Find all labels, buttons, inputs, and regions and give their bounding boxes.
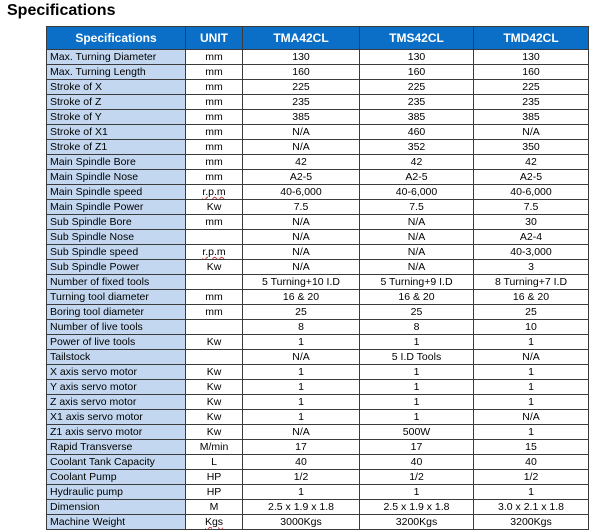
tms42cl-value-cell: 5 Turning+9 I.D <box>360 275 474 290</box>
tma42cl-value-cell: 1 <box>243 485 360 500</box>
spec-name-cell: X1 axis servo motor <box>47 410 186 425</box>
tms42cl-value-cell: 1 <box>360 335 474 350</box>
tma42cl-value-cell: 8 <box>243 320 360 335</box>
tma42cl-value-cell: 1 <box>243 380 360 395</box>
unit-cell: M/min <box>186 440 243 455</box>
table-header-row <box>47 27 589 50</box>
table-row <box>47 335 589 350</box>
tma42cl-value-cell: N/A <box>243 350 360 365</box>
tma42cl-value-cell: 2.5 x 1.9 x 1.8 <box>243 500 360 515</box>
spec-name-cell: Stroke of Z <box>47 95 186 110</box>
tmd42cl-value-cell: 25 <box>474 305 589 320</box>
spec-name-cell: Machine Weight <box>47 515 186 530</box>
tmd42cl-value-cell: 15 <box>474 440 589 455</box>
tma42cl-value-cell: N/A <box>243 230 360 245</box>
table-row <box>47 320 589 335</box>
unit-cell: Kw <box>186 335 243 350</box>
spec-name-cell: Boring tool diameter <box>47 305 186 320</box>
tma42cl-value-cell: 1/2 <box>243 470 360 485</box>
tms42cl-value-cell: 8 <box>360 320 474 335</box>
table-body <box>47 50 589 530</box>
spec-name-cell: Main Spindle Nose <box>47 170 186 185</box>
tms42cl-value-cell: 225 <box>360 80 474 95</box>
tms42cl-value-cell: 130 <box>360 50 474 65</box>
unit-text: Kgs <box>204 516 224 528</box>
spec-name-cell: Max. Turning Length <box>47 65 186 80</box>
tms42cl-value-cell: 460 <box>360 125 474 140</box>
tms42cl-value-cell: 235 <box>360 95 474 110</box>
table-row <box>47 305 589 320</box>
tma42cl-value-cell: 25 <box>243 305 360 320</box>
tma42cl-value-cell: N/A <box>243 215 360 230</box>
tms42cl-value-cell: 3200Kgs <box>360 515 474 530</box>
tmd42cl-value-cell: 40 <box>474 455 589 470</box>
table-row <box>47 455 589 470</box>
unit-cell: mm <box>186 50 243 65</box>
spec-name-cell: Number of fixed tools <box>47 275 186 290</box>
unit-text: r.p.m <box>202 246 226 258</box>
tms42cl-value-cell: 1 <box>360 380 474 395</box>
spec-name-cell: Stroke of X <box>47 80 186 95</box>
unit-cell: Kw <box>186 395 243 410</box>
tmd42cl-value-cell: 160 <box>474 65 589 80</box>
unit-cell: mm <box>186 110 243 125</box>
tms42cl-value-cell: 1 <box>360 485 474 500</box>
tms42cl-value-cell: 1 <box>360 365 474 380</box>
tmd42cl-value-cell: 130 <box>474 50 589 65</box>
table-row <box>47 185 589 200</box>
table-row <box>47 140 589 155</box>
tma42cl-value-cell: N/A <box>243 245 360 260</box>
unit-cell: Kw <box>186 410 243 425</box>
tmd42cl-value-cell: 3200Kgs <box>474 515 589 530</box>
tma42cl-value-cell: 1 <box>243 335 360 350</box>
unit-cell <box>186 515 243 530</box>
tms42cl-value-cell: 1 <box>360 395 474 410</box>
unit-cell: HP <box>186 485 243 500</box>
tma42cl-value-cell: 5 Turning+10 I.D <box>243 275 360 290</box>
unit-cell: Kw <box>186 425 243 440</box>
tmd42cl-value-cell: 30 <box>474 215 589 230</box>
tma42cl-value-cell: N/A <box>243 125 360 140</box>
tms42cl-value-cell: 1/2 <box>360 470 474 485</box>
tms42cl-value-cell: 1 <box>360 410 474 425</box>
spec-name-cell: Main Spindle Power <box>47 200 186 215</box>
tmd42cl-value-cell: N/A <box>474 125 589 140</box>
table-row <box>47 110 589 125</box>
unit-cell: mm <box>186 65 243 80</box>
header-tms42cl: TMS42CL <box>360 27 474 50</box>
spec-name-cell: Power of live tools <box>47 335 186 350</box>
tmd42cl-value-cell: 8 Turning+7 I.D <box>474 275 589 290</box>
tma42cl-value-cell: 42 <box>243 155 360 170</box>
spec-name-cell: Z1 axis servo motor <box>47 425 186 440</box>
table-row <box>47 215 589 230</box>
tmd42cl-value-cell: 7.5 <box>474 200 589 215</box>
tmd42cl-value-cell: N/A <box>474 410 589 425</box>
spec-name-cell: Stroke of Y <box>47 110 186 125</box>
spec-name-cell: Main Spindle speed <box>47 185 186 200</box>
page-title: Specifications <box>7 2 116 19</box>
tms42cl-value-cell: N/A <box>360 215 474 230</box>
table-row <box>47 515 589 530</box>
spec-name-cell: Y axis servo motor <box>47 380 186 395</box>
header-unit: UNIT <box>186 27 243 50</box>
spec-name-cell: Sub Spindle Nose <box>47 230 186 245</box>
tma42cl-value-cell: A2-5 <box>243 170 360 185</box>
unit-text: r.p.m <box>202 186 226 198</box>
tmd42cl-value-cell: 10 <box>474 320 589 335</box>
table-row <box>47 170 589 185</box>
spec-name-cell: Dimension <box>47 500 186 515</box>
unit-cell: Kw <box>186 380 243 395</box>
table-row <box>47 125 589 140</box>
tms42cl-value-cell: N/A <box>360 245 474 260</box>
unit-cell: mm <box>186 305 243 320</box>
table-row <box>47 440 589 455</box>
header-tma42cl: TMA42CL <box>243 27 360 50</box>
unit-cell: mm <box>186 80 243 95</box>
spec-name-cell: Coolant Pump <box>47 470 186 485</box>
tma42cl-value-cell: 7.5 <box>243 200 360 215</box>
table-row <box>47 155 589 170</box>
tms42cl-value-cell: 352 <box>360 140 474 155</box>
tma42cl-value-cell: N/A <box>243 140 360 155</box>
table-row <box>47 500 589 515</box>
tmd42cl-value-cell: 1 <box>474 485 589 500</box>
unit-cell: mm <box>186 140 243 155</box>
unit-cell <box>186 245 243 260</box>
header-specifications: Specifications <box>47 27 186 50</box>
spec-name-cell: Max. Turning Diameter <box>47 50 186 65</box>
tmd42cl-value-cell: 1 <box>474 395 589 410</box>
table-row <box>47 95 589 110</box>
tmd42cl-value-cell: A2-4 <box>474 230 589 245</box>
tmd42cl-value-cell: A2-5 <box>474 170 589 185</box>
table-row <box>47 380 589 395</box>
tmd42cl-value-cell: 1 <box>474 365 589 380</box>
tmd42cl-value-cell: 385 <box>474 110 589 125</box>
unit-cell: M <box>186 500 243 515</box>
unit-cell <box>186 230 243 245</box>
spec-name-cell: Main Spindle Bore <box>47 155 186 170</box>
tma42cl-value-cell: 17 <box>243 440 360 455</box>
spec-name-cell: Rapid Transverse <box>47 440 186 455</box>
unit-cell: mm <box>186 290 243 305</box>
tms42cl-value-cell: N/A <box>360 230 474 245</box>
unit-cell: L <box>186 455 243 470</box>
table-row <box>47 290 589 305</box>
table-row <box>47 260 589 275</box>
tms42cl-value-cell: 16 & 20 <box>360 290 474 305</box>
table-row <box>47 275 589 290</box>
tms42cl-value-cell: 5 I.D Tools <box>360 350 474 365</box>
specifications-table <box>46 26 589 530</box>
tma42cl-value-cell: 160 <box>243 65 360 80</box>
table-row <box>47 200 589 215</box>
table-row <box>47 470 589 485</box>
spec-name-cell: Sub Spindle Bore <box>47 215 186 230</box>
tmd42cl-value-cell: 235 <box>474 95 589 110</box>
unit-cell: Kw <box>186 200 243 215</box>
tma42cl-value-cell: 1 <box>243 395 360 410</box>
table-row <box>47 485 589 500</box>
tms42cl-value-cell: A2-5 <box>360 170 474 185</box>
unit-cell <box>186 320 243 335</box>
tms42cl-value-cell: 17 <box>360 440 474 455</box>
tma42cl-value-cell: N/A <box>243 260 360 275</box>
tma42cl-value-cell: 1 <box>243 365 360 380</box>
unit-cell: Kw <box>186 260 243 275</box>
tmd42cl-value-cell: 350 <box>474 140 589 155</box>
spec-name-cell: Coolant Tank Capacity <box>47 455 186 470</box>
tms42cl-value-cell: 2.5 x 1.9 x 1.8 <box>360 500 474 515</box>
tmd42cl-value-cell: 1 <box>474 380 589 395</box>
tmd42cl-value-cell: 3 <box>474 260 589 275</box>
tmd42cl-value-cell: 40-6,000 <box>474 185 589 200</box>
tmd42cl-value-cell: N/A <box>474 350 589 365</box>
table-row <box>47 395 589 410</box>
tmd42cl-value-cell: 16 & 20 <box>474 290 589 305</box>
table-row <box>47 245 589 260</box>
spec-name-cell: Sub Spindle speed <box>47 245 186 260</box>
table-row <box>47 350 589 365</box>
tms42cl-value-cell: 7.5 <box>360 200 474 215</box>
spec-name-cell: Tailstock <box>47 350 186 365</box>
tms42cl-value-cell: 385 <box>360 110 474 125</box>
table-row <box>47 425 589 440</box>
tms42cl-value-cell: 40-6,000 <box>360 185 474 200</box>
tms42cl-value-cell: 25 <box>360 305 474 320</box>
tma42cl-value-cell: 1 <box>243 410 360 425</box>
tms42cl-value-cell: 42 <box>360 155 474 170</box>
table-row <box>47 230 589 245</box>
tma42cl-value-cell: N/A <box>243 425 360 440</box>
table-row <box>47 65 589 80</box>
unit-cell: mm <box>186 125 243 140</box>
tmd42cl-value-cell: 225 <box>474 80 589 95</box>
unit-cell: Kw <box>186 365 243 380</box>
unit-cell: mm <box>186 95 243 110</box>
table-row <box>47 50 589 65</box>
unit-cell <box>186 350 243 365</box>
tms42cl-value-cell: 500W <box>360 425 474 440</box>
spec-name-cell: Number of live tools <box>47 320 186 335</box>
spec-name-cell: X axis servo motor <box>47 365 186 380</box>
unit-cell: mm <box>186 215 243 230</box>
spec-name-cell: Turning tool diameter <box>47 290 186 305</box>
unit-cell <box>186 185 243 200</box>
unit-cell: mm <box>186 170 243 185</box>
tma42cl-value-cell: 3000Kgs <box>243 515 360 530</box>
tmd42cl-value-cell: 1/2 <box>474 470 589 485</box>
tma42cl-value-cell: 225 <box>243 80 360 95</box>
tms42cl-value-cell: 160 <box>360 65 474 80</box>
spec-name-cell: Z axis servo motor <box>47 395 186 410</box>
spec-name-cell: Stroke of Z1 <box>47 140 186 155</box>
unit-cell <box>186 275 243 290</box>
tma42cl-value-cell: 16 & 20 <box>243 290 360 305</box>
tms42cl-value-cell: 40 <box>360 455 474 470</box>
tmd42cl-value-cell: 1 <box>474 425 589 440</box>
tmd42cl-value-cell: 42 <box>474 155 589 170</box>
spec-name-cell: Stroke of X1 <box>47 125 186 140</box>
tma42cl-value-cell: 40-6,000 <box>243 185 360 200</box>
unit-cell: mm <box>186 155 243 170</box>
spec-name-cell: Sub Spindle Power <box>47 260 186 275</box>
tmd42cl-value-cell: 40-3,000 <box>474 245 589 260</box>
tma42cl-value-cell: 40 <box>243 455 360 470</box>
tmd42cl-value-cell: 3.0 x 2.1 x 1.8 <box>474 500 589 515</box>
unit-cell: HP <box>186 470 243 485</box>
table-row <box>47 365 589 380</box>
tms42cl-value-cell: N/A <box>360 260 474 275</box>
spec-name-cell: Hydraulic pump <box>47 485 186 500</box>
table-row <box>47 410 589 425</box>
tma42cl-value-cell: 235 <box>243 95 360 110</box>
tmd42cl-value-cell: 1 <box>474 335 589 350</box>
tma42cl-value-cell: 385 <box>243 110 360 125</box>
table-row <box>47 80 589 95</box>
tma42cl-value-cell: 130 <box>243 50 360 65</box>
header-tmd42cl: TMD42CL <box>474 27 589 50</box>
